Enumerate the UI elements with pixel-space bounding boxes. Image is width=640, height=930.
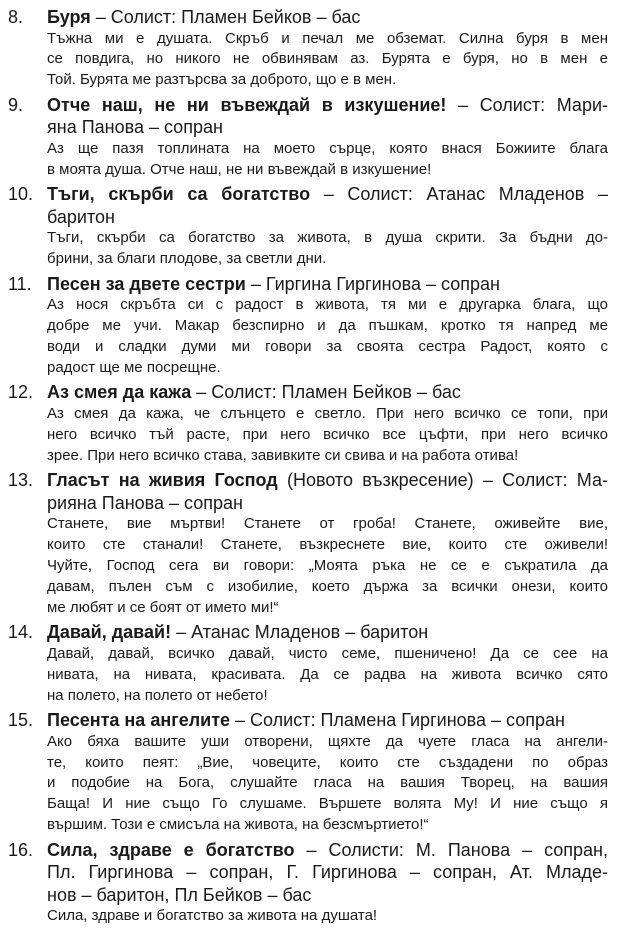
- song-number: 16.: [8, 839, 34, 860]
- song-content: [47, 709, 608, 836]
- song-lyrics-line: Чуйте, Господ сега ви говори: „Моята ръка не се е съкратила да: [47, 556, 608, 574]
- song-title-line: [47, 839, 608, 862]
- song-title-line: [47, 6, 608, 29]
- song-number: 15.: [8, 710, 34, 731]
- song-soloist: – Гиргина Гиргинова – сопран: [245, 273, 500, 294]
- song-title-line: [47, 183, 608, 206]
- song-lyrics-line: Тъжна ми е душата. Скръб и печал ме обземат. Силна буря в мен: [47, 29, 608, 47]
- song-lyrics-line: Аз нося скръбта си с радост в живота, тя ми е другарка блага, що: [47, 296, 608, 314]
- song-lyrics-line: в моята душа. Отче наш, не ни въвеждай в изкушение!: [47, 160, 432, 178]
- song-number: 11.: [8, 273, 32, 294]
- song-lyrics-line: Давай, давай, всичко давай, чисто семе, пшеничено! Да се сее на: [47, 644, 608, 662]
- song-item: [0, 621, 640, 706]
- song-number: 10.: [8, 184, 34, 205]
- song-number: 9.: [8, 94, 24, 115]
- song-soloist: – Солист: Мари-: [446, 94, 608, 115]
- song-content: [47, 621, 608, 706]
- song-item: [0, 381, 640, 466]
- song-item: [0, 469, 640, 619]
- song-title-line: [47, 206, 608, 229]
- song-content: [47, 469, 608, 619]
- song-soloist: яна Панова – сопран: [47, 117, 223, 138]
- song-lyrics-line: радост ще ме посрещне.: [47, 358, 221, 376]
- song-title-line: [47, 492, 608, 515]
- song-lyrics-line: Ако бяха вашите уши отворени, щяхте да чуете гласа на ангели-: [47, 732, 608, 750]
- song-number: 14.: [8, 622, 34, 643]
- song-title: Песента на ангелите: [47, 710, 231, 731]
- song-title: Аз смея да кажа: [47, 382, 192, 403]
- song-lyrics-line: Той. Бурята ме разтърсва за доброто, що е в мен.: [47, 71, 397, 89]
- song-lyrics-line: Баща! И ние също Го слушаме. Вършете волята Му! И ние също я: [47, 795, 608, 813]
- song-title: Тъги, скърби са богатство: [47, 184, 311, 205]
- song-title-line: [47, 116, 608, 139]
- song-lyrics-line: и подобие на Бога, слушайте гласа на вашия Творец, на вашия: [47, 774, 608, 792]
- song-soloist: (Новото възкресение) – Солист: Ма-: [277, 470, 608, 491]
- song-lyrics-line: Аз смея да кажа, че слънцето е светло. При него всичко се топи, при: [47, 404, 608, 422]
- song-title-line: [47, 273, 608, 296]
- song-content: [47, 94, 608, 181]
- song-soloist: нов – баритон, Пл Бейков – бас: [47, 884, 312, 905]
- song-content: [47, 839, 608, 927]
- song-lyrics-line: добре ме учи. Макар безспирно и да пъшкам, кротко тя напред ме: [47, 317, 608, 335]
- song-lyrics-line: ме любят и се боят от името ми!“: [47, 598, 279, 616]
- song-lyrics-line: него всичко тъй расте, при него всичко все цъфти, при него всичко: [47, 425, 608, 443]
- song-lyrics-line: които сте станали! Станете, възкреснете вие, които сте оживели!: [47, 536, 608, 554]
- song-content: [47, 381, 608, 466]
- song-item: [0, 183, 640, 270]
- song-lyrics-line: се повдига, но никого не обвинявам аз. Бурята е буря, но в мен е: [47, 50, 608, 68]
- song-title: Сила, здраве е богатство: [47, 839, 295, 860]
- song-content: [47, 6, 608, 91]
- song-title-line: [47, 94, 608, 117]
- song-list: [0, 6, 640, 930]
- song-soloist: – Атанас Младенов – баритон: [171, 622, 429, 643]
- song-lyrics-line: води и сладки думи ми говори за своята сестра Радост, която с: [47, 337, 608, 355]
- song-soloist: – Солист: Пламена Гиргинова – сопран: [230, 710, 565, 731]
- song-title-line: [47, 381, 608, 404]
- song-title-line: [47, 709, 608, 732]
- song-lyrics-line: те, които пеят: „Вие, човеците, които сте създадени по образ: [47, 753, 608, 771]
- song-soloist: – Солисти: М. Панова – сопран,: [294, 839, 608, 860]
- song-soloist: – Солист: Пламен Бейков – бас: [90, 7, 361, 27]
- song-number: 13.: [8, 470, 34, 491]
- song-item: [0, 94, 640, 181]
- song-title: Отче наш, не ни въвеждай в изкушение!: [47, 94, 447, 115]
- song-number: 8.: [8, 7, 24, 27]
- song-title: Гласът на живия Господ: [47, 470, 278, 491]
- song-item: [0, 273, 640, 379]
- song-title: Буря: [47, 7, 91, 27]
- song-number: 12.: [8, 382, 34, 403]
- song-item: [0, 709, 640, 836]
- song-title: Песен за двете сестри: [47, 273, 246, 294]
- song-title-line: [47, 884, 608, 907]
- song-item: [0, 6, 640, 91]
- song-title-line: [47, 861, 608, 884]
- song-title: Давай, давай!: [47, 622, 172, 643]
- song-title-line: [47, 469, 608, 492]
- song-lyrics-line: Тъги, скърби са богатство за живота, в душа скрити. За бъдни до-: [47, 229, 608, 247]
- song-soloist: – Солист: Атанас Младенов –: [310, 184, 609, 205]
- song-lyrics-line: зрее. При него всичко става, завивките си свива и на работа отива!: [47, 446, 519, 464]
- song-soloist: – Солист: Пламен Бейков – бас: [191, 382, 461, 403]
- song-title-line: [47, 621, 608, 644]
- song-item: [0, 839, 640, 927]
- song-lyrics-line: Станете, вие мъртви! Станете от гроба! Станете, оживейте вие,: [47, 515, 608, 533]
- song-content: [47, 273, 608, 379]
- song-content: [47, 183, 608, 270]
- song-lyrics-line: вършим. Този е смисъла на живота, на безсмъртието!“: [47, 816, 429, 834]
- song-lyrics-line: на полето, на полето от небето!: [47, 686, 268, 704]
- song-soloist: Пл. Гиргинова – сопран, Г. Гиргинова – сопран, Ат. Младе-: [47, 862, 608, 883]
- song-lyrics-line: нивата, на нивата, красивата. Да се радва на живота всичко сято: [47, 665, 608, 683]
- song-soloist: рияна Панова – сопран: [47, 492, 243, 513]
- song-lyrics-line: брини, за благи плодове, за светли дни.: [47, 250, 327, 268]
- song-lyrics-line: Аз ще пазя топлината на моето сърце, която внася Божиите блага: [47, 139, 608, 157]
- song-soloist: баритон: [47, 206, 115, 227]
- song-lyrics-line: давам, пълен съм с изобилие, което държа за всички онези, които: [47, 577, 608, 595]
- song-lyrics-line: Сила, здраве и богатство за живота на душата!: [47, 907, 378, 925]
